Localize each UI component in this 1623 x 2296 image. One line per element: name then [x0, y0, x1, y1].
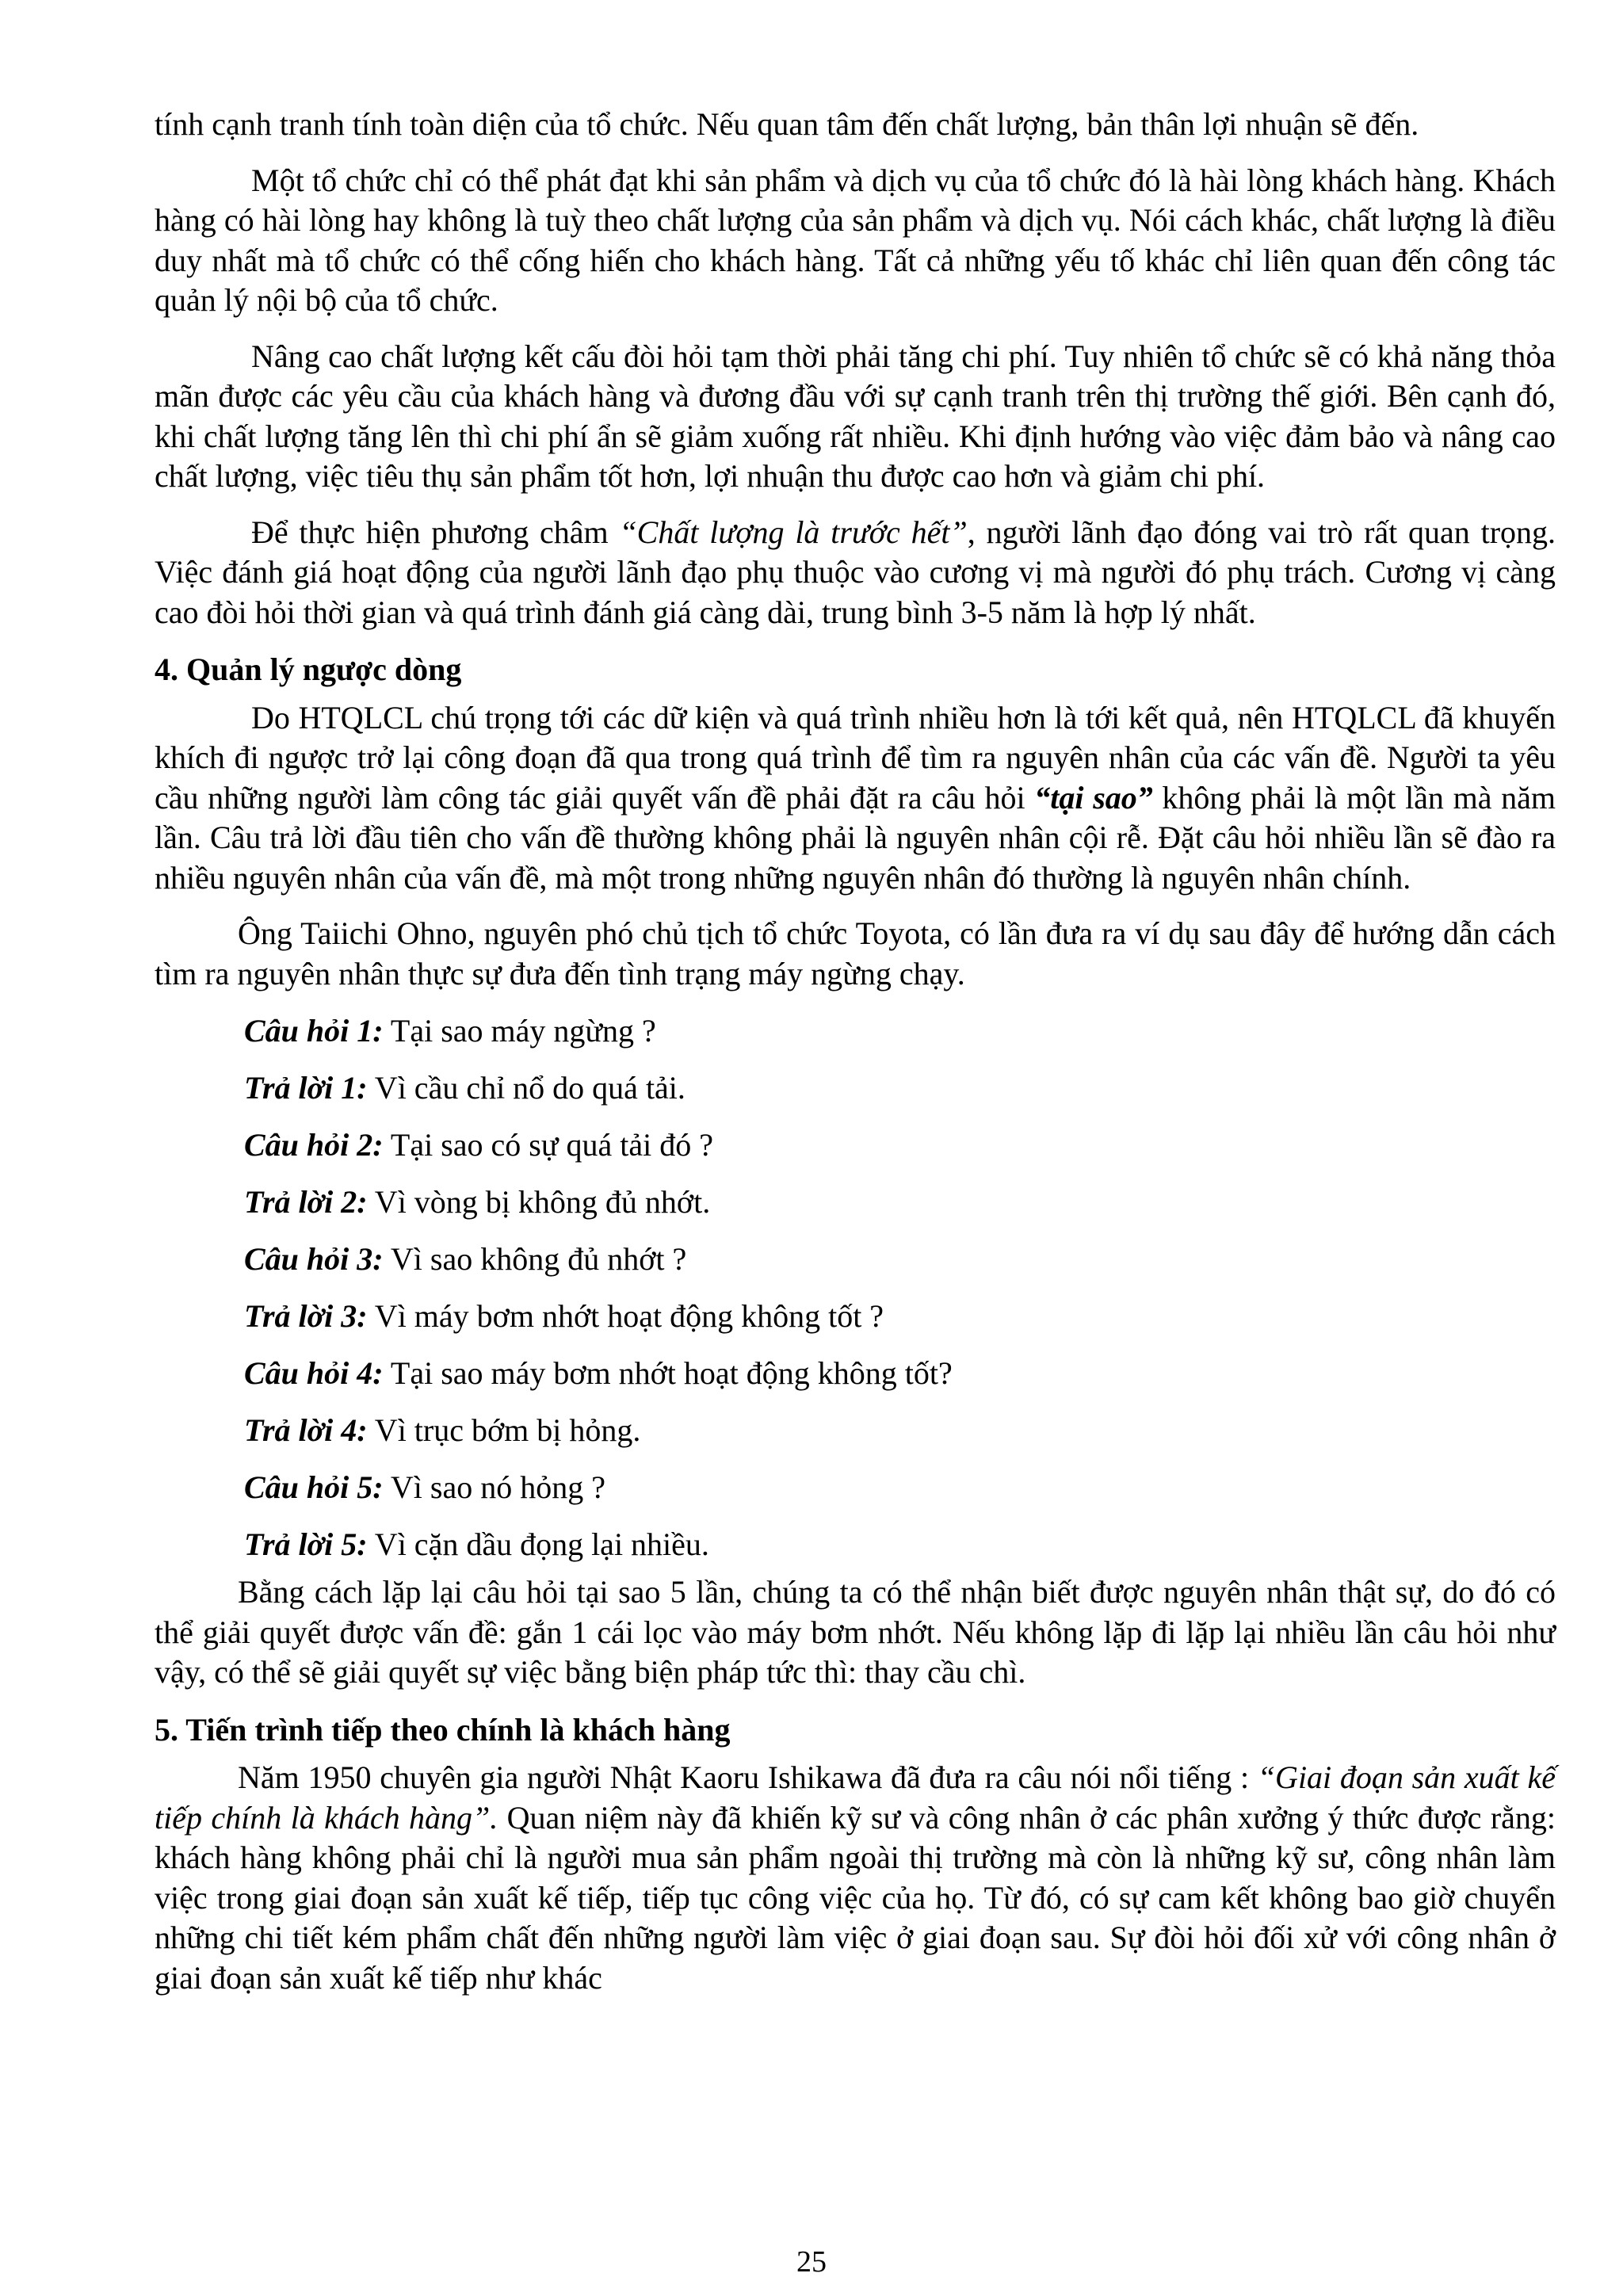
document-page — [155, 105, 1556, 1998]
qa-label: Câu hỏi 5: — [244, 1469, 384, 1505]
section-5-heading: 5. Tiến trình tiếp theo chính là khách hàng — [155, 1711, 731, 1748]
qa-item — [155, 1068, 1556, 1108]
qa-text: Tại sao máy bơm nhớt hoạt động không tốt? — [383, 1355, 953, 1391]
qa-text: Vì sao không đủ nhớt ? — [383, 1241, 687, 1277]
paragraph-leadership — [155, 513, 1556, 633]
qa-text: Tại sao máy ngừng ? — [383, 1013, 656, 1049]
qa-label: Trả lời 4: — [244, 1412, 368, 1448]
leadership-text-end: , người lãnh đạo đóng vai trò rất quan trọng. Việc đánh giá hoạt động của người lãnh đạo phụ thuộc vào cương vị mà người đó phụ trách. Cương vị càng cao đòi hỏi thời gian và quá trình đánh giá càng dài, trung bình 3-5 năm là hợp lý nhất. — [155, 514, 1556, 630]
qa-item — [155, 1354, 1556, 1393]
ishikawa-text-end: Quan niệm này đã khiến kỹ sư và công nhân ở các phân xưởng ý thức được rằng: khách hàng không phải chỉ là người mua sản phẩm ngoài thị trường mà còn là những kỹ sư, công nhân làm việc trong giai đoạn sản xuất kế tiếp, tiếp tục công việc của họ. Từ đó, có sự cam kết không bao giờ chuyển những chi tiết kém phẩm chất đến những người làm việc ở giai đoạn sau. Sự đòi hỏi đối xử với công nhân ở giai đoạn sản xuất kế tiếp như khác — [155, 1799, 1556, 1996]
qa-label: Câu hỏi 2: — [244, 1127, 384, 1163]
paragraph-five-whys-conclusion: Bằng cách lặp lại câu hỏi tại sao 5 lần, chúng ta có thể nhận biết được nguyên nhân thật sự, do đó có thể giải quyết được vấn đề: gắn 1 cái lọc vào máy bơm nhớt. Nếu không lặp đi lặp lại nhiều lần câu hỏi như vậy, có thể sẽ giải quyết sự việc bằng biện pháp tức thì: thay cầu chì. — [155, 1574, 1556, 1690]
why-quote: “tại sao” — [1034, 779, 1153, 816]
paragraph-customer-satisfaction: Một tổ chức chỉ có thể phát đạt khi sản phẩm và dịch vụ của tổ chức đó là hài lòng khách hàng. Khách hàng có hài lòng hay không là tuỳ theo chất lượng của sản phẩm và dịch vụ. Nói cách khác, chất lượng là điều duy nhất mà tổ chức có thể cống hiến cho khách hàng. Tất cả những yếu tố khác chỉ liên quan đến công tác quản lý nội bộ của tổ chức. — [155, 162, 1556, 318]
quality-first-quote: “Chất lượng là trước hết” — [619, 514, 968, 550]
qa-label: Câu hỏi 1: — [244, 1013, 384, 1049]
qa-item — [155, 1411, 1556, 1450]
qa-label: Câu hỏi 3: — [244, 1241, 384, 1277]
upstream-text-end: không phải là một lần mà năm lần. Câu trả lời đầu tiên cho vấn đề thường không phải là nguyên nhân cội rễ. Đặt câu hỏi nhiều lần sẽ đào ra nhiều nguyên nhân của vấn đề, mà một trong những nguyên nhân đó thường là nguyên nhân chính. — [155, 779, 1556, 896]
qa-text: Vì vòng bị không đủ nhớt. — [367, 1184, 711, 1220]
qa-label: Trả lời 2: — [244, 1184, 368, 1220]
qa-text: Vì cầu chỉ nổ do quá tải. — [367, 1070, 685, 1106]
qa-item — [155, 1525, 1556, 1564]
five-whys-list — [155, 1011, 1556, 1564]
paragraph-taiichi-ohno: Ông Taiichi Ohno, nguyên phó chủ tịch tổ chức Toyota, có lần đưa ra ví dụ sau đây để hướng dẫn cách tìm ra nguyên nhân thực sự đưa đến tình trạng máy ngừng chạy. — [155, 915, 1556, 991]
qa-item — [155, 1297, 1556, 1336]
upstream-text-start: Do HTQLCL chú trọng tới các dữ kiện và quá trình nhiều hơn là tới kết quả, nên HTQLCL đã khuyến khích đi ngược trở lại công đoạn đã qua trong quá trình để tìm ra nguyên nhân của các vấn đề. Người ta yêu cầu những người làm công tác giải quyết vấn đề phải đặt ra câu hỏi — [155, 699, 1556, 816]
qa-label: Trả lời 5: — [244, 1526, 368, 1562]
section-4-heading: 4. Quản lý ngược dòng — [155, 651, 462, 687]
qa-text: Vì cặn dầu đọng lại nhiều. — [367, 1526, 709, 1562]
qa-text: Vì sao nó hỏng ? — [383, 1469, 605, 1505]
ishikawa-text-start: Năm 1950 chuyên gia người Nhật Kaoru Ishikawa đã đưa ra câu nói nổi tiếng : — [238, 1759, 1258, 1795]
paragraph-upstream-management — [155, 698, 1556, 899]
qa-label: Trả lời 1: — [244, 1070, 368, 1106]
qa-text: Tại sao có sự quá tải đó ? — [383, 1127, 713, 1163]
qa-item — [155, 1011, 1556, 1051]
qa-item — [155, 1125, 1556, 1165]
paragraph-quality-cost: Nâng cao chất lượng kết cấu đòi hỏi tạm thời phải tăng chi phí. Tuy nhiên tổ chức sẽ có khả năng thỏa mãn được các yêu cầu của khách hàng và đương đầu với sự cạnh tranh trên thị trường thế giới. Bên cạnh đó, khi chất lượng tăng lên thì chi phí ẩn sẽ giảm xuống rất nhiều. Khi định hướng vào việc đảm bảo và nâng cao chất lượng, việc tiêu thụ sản phẩm tốt hơn, lợi nhuận thu được cao hơn và giảm chi phí. — [155, 338, 1556, 494]
qa-item — [155, 1468, 1556, 1507]
qa-label: Trả lời 3: — [244, 1298, 368, 1334]
qa-label: Câu hỏi 4: — [244, 1355, 384, 1391]
paragraph-next-process-customer — [155, 1758, 1556, 1998]
ishikawa-quote: “Giai đoạn sản xuất kế tiếp chính là khách hàng”. — [155, 1759, 1556, 1836]
leadership-text-start: Để thực hiện phương châm — [251, 514, 620, 550]
paragraph-continuation: tính cạnh tranh tính toàn diện của tổ chức. Nếu quan tâm đến chất lượng, bản thân lợi nhuận sẽ đến. — [155, 106, 1419, 142]
qa-text: Vì trục bớm bị hỏng. — [367, 1412, 641, 1448]
page-number: 25 — [796, 2245, 827, 2279]
qa-item — [155, 1240, 1556, 1279]
qa-item — [155, 1182, 1556, 1222]
qa-text: Vì máy bơm nhớt hoạt động không tốt ? — [367, 1298, 884, 1334]
